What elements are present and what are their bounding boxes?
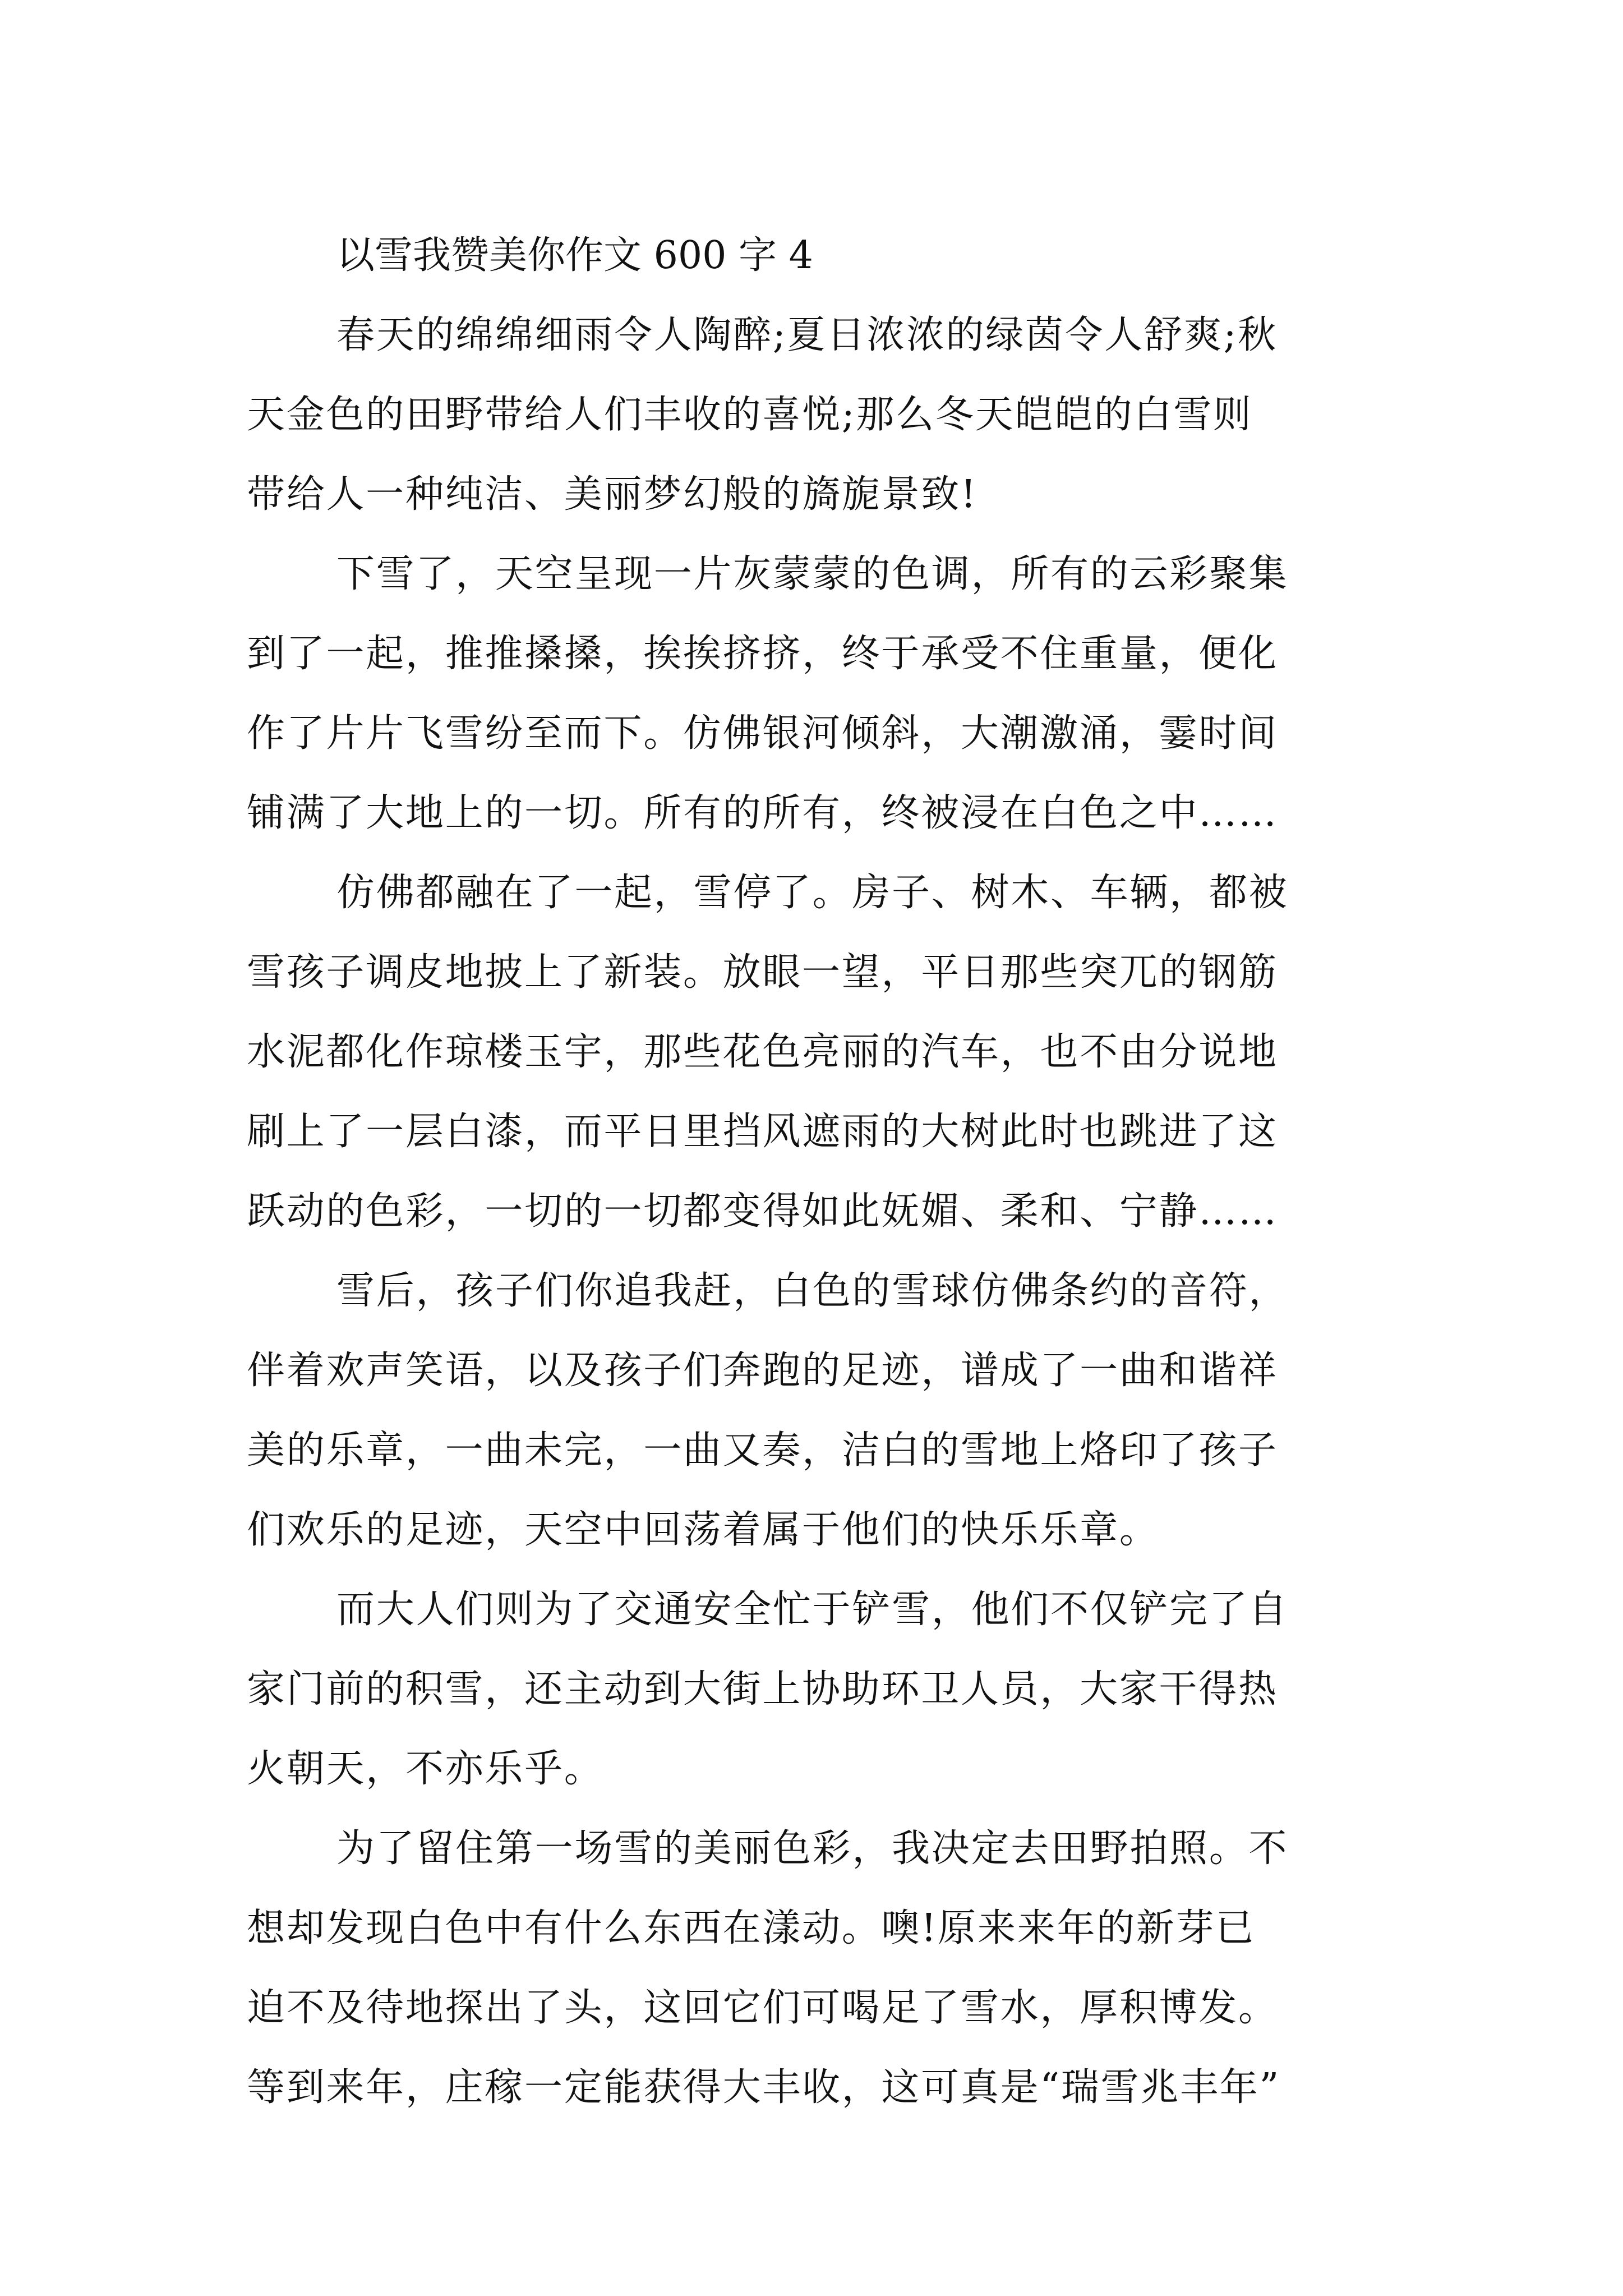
text-line: 刷上了一层白漆，而平日里挡风遮雨的大树此时也跳进了这 (247, 1110, 1278, 1154)
text-line: 下雪了，天空呈现一片灰蒙蒙的色调，所有的云彩聚集 (336, 552, 1289, 596)
text-line: 作了片片飞雪纷至而下。仿佛银河倾斜，大潮激涌，霎时间 (247, 711, 1278, 756)
text-line: 春天的绵绵细雨令人陶醉;夏日浓浓的绿茵令人舒爽;秋 (336, 313, 1278, 357)
text-line: 雪孩子调皮地披上了新装。放眼一望，平日那些突兀的钢筋 (247, 950, 1278, 995)
text-line: 带给人一种纯洁、美丽梦幻般的旖旎景致! (247, 472, 978, 517)
paragraph-4 (247, 1251, 1391, 1570)
text-line: 迫不及待地探出了头，这回它们可喝足了雪水，厚积博发。 (247, 1986, 1278, 2030)
paragraph-3 (247, 853, 1391, 1251)
paragraph-1 (247, 296, 1391, 535)
text-line: 们欢乐的足迹，天空中回荡着属于他们的快乐乐章。 (247, 1508, 1159, 1552)
text-line: 天金色的田野带给人们丰收的喜悦;那么冬天皑皑的白雪则 (247, 393, 1253, 437)
text-line: 美的乐章，一曲未完，一曲又奏，洁白的雪地上烙印了孩子 (247, 1428, 1278, 1473)
text-line: 铺满了大地上的一切。所有的所有，终被浸在白色之中…… (247, 791, 1278, 835)
essay-title: 以雪我赞美你作文 600 字 4 (336, 233, 813, 278)
text-line: 雪后，孩子们你追我赶，白色的雪球仿佛条约的音符， (336, 1269, 1289, 1313)
text-line: 等到来年，庄稼一定能获得大丰收，这可真是“瑞雪兆丰年” (247, 2065, 1280, 2110)
paragraph-2 (247, 535, 1391, 853)
text-line: 跃动的色彩，一切的一切都变得如此妩媚、柔和、宁静…… (247, 1189, 1278, 1234)
document-body (247, 216, 1391, 2128)
paragraph-5 (247, 1570, 1391, 1809)
text-line: 为了留住第一场雪的美丽色彩，我决定去田野拍照。不 (336, 1826, 1289, 1871)
text-line: 想却发现白色中有什么东西在漾动。噢!原来来年的新芽已 (247, 1906, 1256, 1950)
text-line: 而大人们则为了交通安全忙于铲雪，他们不仅铲完了自 (336, 1588, 1289, 1632)
paragraph-6 (247, 1809, 1391, 2128)
text-line: 火朝天，不亦乐乎。 (247, 1747, 604, 1791)
text-line: 家门前的积雪，还主动到大街上协助环卫人员，大家干得热 (247, 1667, 1278, 1711)
text-line: 到了一起，推推搡搡，挨挨挤挤，终于承受不住重量，便化 (247, 632, 1278, 676)
text-line: 伴着欢声笑语，以及孩子们奔跑的足迹，谱成了一曲和谐祥 (247, 1349, 1278, 1393)
text-line: 水泥都化作琼楼玉宇，那些花色亮丽的汽车，也不由分说地 (247, 1030, 1278, 1074)
text-line: 仿佛都融在了一起，雪停了。房子、树木、车辆，都被 (336, 871, 1289, 915)
